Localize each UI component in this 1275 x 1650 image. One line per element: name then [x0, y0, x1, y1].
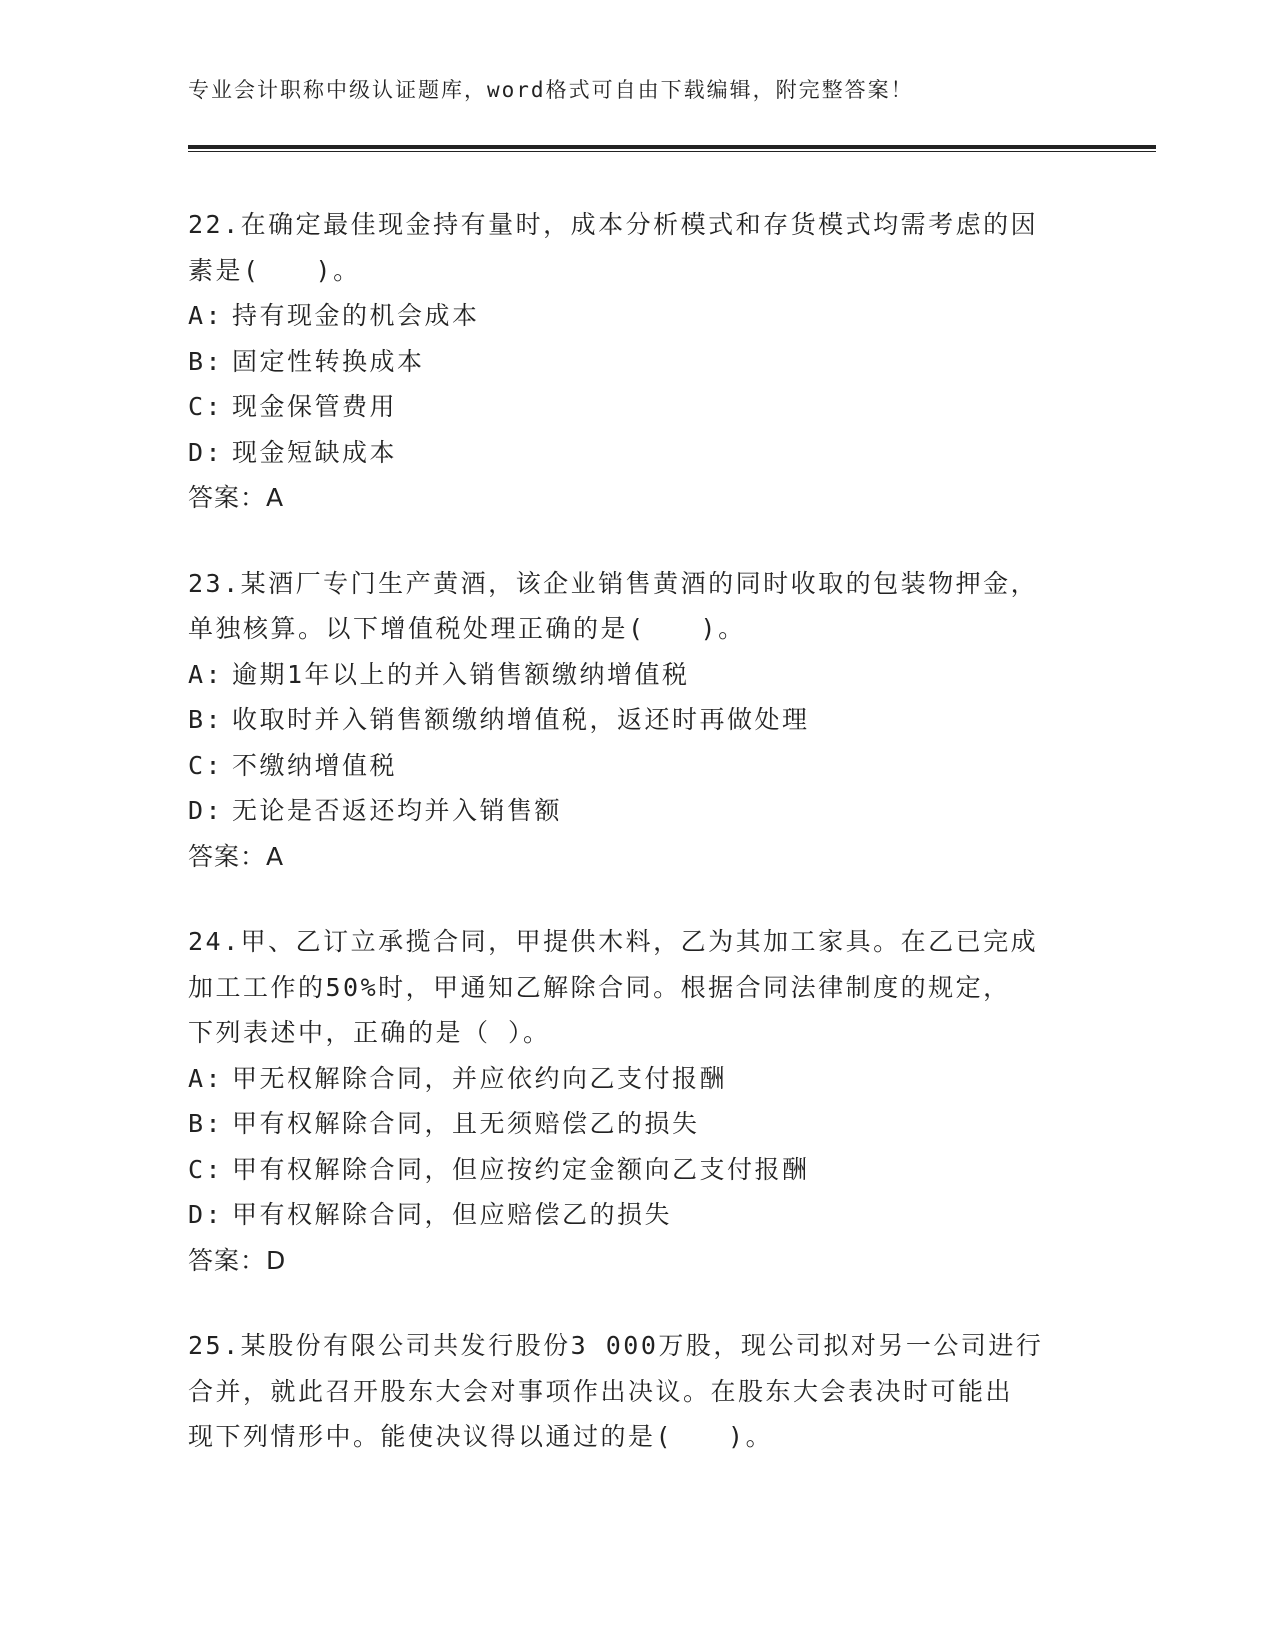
option-text: 收取时并入销售额缴纳增值税，返还时再做处理	[232, 705, 810, 734]
option-letter: C:	[188, 1154, 224, 1184]
option-letter: B:	[188, 346, 224, 376]
stem-line: 合并，就此召开股东大会对事项作出决议。在股东大会表决时可能出	[188, 1376, 1014, 1406]
option-a	[188, 1056, 1088, 1102]
option-d	[188, 1192, 1088, 1238]
stem-line: 素是( )。	[188, 255, 361, 285]
answer: 答案：A	[188, 483, 285, 512]
stem-line: 单独核算。以下增值税处理正确的是( )。	[188, 614, 746, 643]
question-stem	[188, 202, 1088, 293]
option-text: 甲有权解除合同，但应按约定金额向乙支付报酬	[232, 1154, 810, 1184]
option-letter: D:	[188, 1200, 224, 1229]
option-letter: C:	[188, 392, 224, 421]
option-c	[188, 743, 1088, 789]
answer: 答案：D	[188, 1245, 287, 1275]
option-b	[188, 339, 1088, 385]
stem-line: 22.在确定最佳现金持有量时，成本分析模式和存货模式均需考虑的因	[188, 210, 1039, 239]
option-b	[188, 697, 1088, 743]
option-d	[188, 430, 1088, 476]
option-letter: B:	[188, 1109, 224, 1138]
header-rule-thick	[188, 145, 1156, 149]
option-text: 逾期1年以上的并入销售额缴纳增值税	[232, 659, 690, 689]
option-text: 甲无权解除合同，并应依约向乙支付报酬	[232, 1063, 728, 1093]
option-letter: D:	[188, 796, 224, 825]
option-b	[188, 1101, 1088, 1147]
option-letter: C:	[188, 750, 224, 780]
question-list	[188, 202, 1088, 1500]
option-text: 现金保管费用	[232, 392, 398, 421]
option-letter: D:	[188, 437, 224, 467]
question-stem	[188, 1323, 1088, 1460]
option-text: 现金短缺成本	[232, 437, 398, 467]
question-stem	[188, 919, 1088, 1056]
stem-line: 下列表述中，正确的是（ ）。	[188, 1018, 551, 1047]
question-22	[188, 202, 1088, 521]
option-text: 不缴纳增值税	[232, 750, 398, 780]
option-text: 甲有权解除合同，且无须赔偿乙的损失	[232, 1109, 700, 1138]
question-24	[188, 919, 1088, 1283]
question-stem	[188, 561, 1088, 652]
stem-line: 25.某股份有限公司共发行股份3 000万股，现公司拟对另一公司进行	[188, 1331, 1044, 1360]
option-letter: A:	[188, 301, 224, 330]
answer: 答案：A	[188, 841, 285, 871]
option-letter: A:	[188, 1063, 224, 1093]
question-25	[188, 1323, 1088, 1460]
option-letter: B:	[188, 705, 224, 734]
stem-line: 23.某酒厂专门生产黄酒，该企业销售黄酒的同时收取的包装物押金，	[188, 568, 1039, 598]
option-text: 甲有权解除合同，但应赔偿乙的损失	[232, 1200, 673, 1229]
stem-line: 现下列情形中。能使决议得以通过的是( )。	[188, 1422, 774, 1451]
stem-line: 24.甲、乙订立承揽合同，甲提供木料，乙为其加工家具。在乙已完成	[188, 927, 1039, 956]
option-text: 持有现金的机会成本	[232, 301, 480, 330]
option-a	[188, 652, 1088, 698]
option-a	[188, 293, 1088, 339]
question-23	[188, 561, 1088, 880]
option-d	[188, 788, 1088, 834]
header-rule-thin	[188, 151, 1156, 152]
option-c	[188, 384, 1088, 430]
stem-line: 加工工作的50%时，甲通知乙解除合同。根据合同法律制度的规定，	[188, 972, 1011, 1002]
option-letter: A:	[188, 659, 224, 689]
option-text: 无论是否返还均并入销售额	[232, 796, 563, 825]
option-text: 固定性转换成本	[232, 346, 425, 376]
page-header: 专业会计职称中级认证题库，word格式可自由下载编辑，附完整答案！	[188, 78, 914, 102]
option-c	[188, 1147, 1088, 1193]
